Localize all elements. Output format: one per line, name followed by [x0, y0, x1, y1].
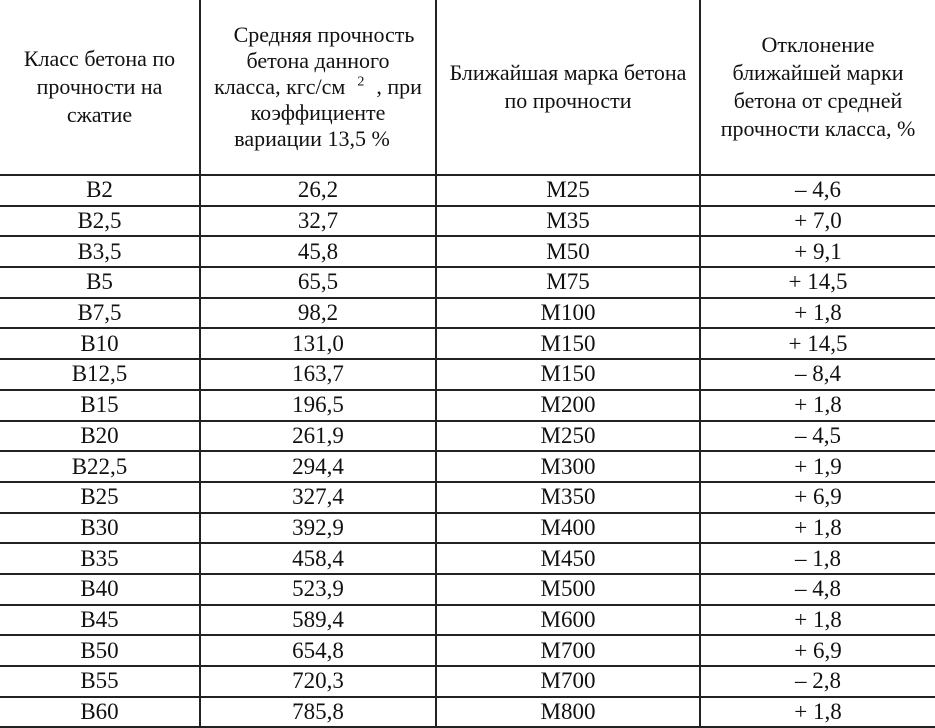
cell-nearest-grade: М450 — [436, 543, 700, 574]
cell-concrete-class: В15 — [0, 390, 200, 421]
cell-concrete-class: В2,5 — [0, 206, 200, 237]
cell-nearest-grade: М35 — [436, 206, 700, 237]
cell-average-strength: 261,9 — [200, 421, 436, 452]
cell-concrete-class: В20 — [0, 421, 200, 452]
cell-concrete-class: В55 — [0, 666, 200, 697]
cell-concrete-class: В25 — [0, 482, 200, 513]
table-row — [0, 267, 935, 298]
cell-deviation: + 6,9 — [700, 635, 935, 666]
cell-nearest-grade: М350 — [436, 482, 700, 513]
cell-concrete-class: В3,5 — [0, 236, 200, 267]
cell-deviation: + 1,8 — [700, 605, 935, 636]
cell-concrete-class: В45 — [0, 605, 200, 636]
cell-deviation: – 8,4 — [700, 359, 935, 390]
cell-average-strength: 131,0 — [200, 328, 436, 359]
cell-concrete-class: В50 — [0, 635, 200, 666]
cell-average-strength: 654,8 — [200, 635, 436, 666]
table-row — [0, 451, 935, 482]
cell-deviation: – 2,8 — [700, 666, 935, 697]
cell-deviation: – 4,5 — [700, 421, 935, 452]
cell-average-strength: 294,4 — [200, 451, 436, 482]
table-row — [0, 635, 935, 666]
cell-deviation: + 1,8 — [700, 390, 935, 421]
cell-average-strength: 163,7 — [200, 359, 436, 390]
table-row — [0, 605, 935, 636]
superscript-two: 2 — [357, 74, 365, 90]
cell-deviation: – 4,6 — [700, 175, 935, 206]
cell-nearest-grade: М800 — [436, 697, 700, 728]
cell-nearest-grade: М75 — [436, 267, 700, 298]
cell-average-strength: 26,2 — [200, 175, 436, 206]
cell-average-strength: 785,8 — [200, 697, 436, 728]
cell-average-strength: 458,4 — [200, 543, 436, 574]
table-row — [0, 543, 935, 574]
cell-concrete-class: В5 — [0, 267, 200, 298]
cell-concrete-class: В35 — [0, 543, 200, 574]
cell-deviation: + 1,8 — [700, 298, 935, 329]
cell-concrete-class: В30 — [0, 513, 200, 544]
cell-deviation: – 4,8 — [700, 574, 935, 605]
cell-nearest-grade: М600 — [436, 605, 700, 636]
header-concrete-class — [0, 0, 200, 175]
cell-average-strength: 45,8 — [200, 236, 436, 267]
table-row — [0, 574, 935, 605]
cell-concrete-class: В60 — [0, 697, 200, 728]
table-row — [0, 666, 935, 697]
header-nearest-grade-label: Ближайшая марка бетона по прочности — [449, 60, 687, 113]
cell-average-strength: 32,7 — [200, 206, 436, 237]
cell-average-strength: 523,9 — [200, 574, 436, 605]
cell-concrete-class: В10 — [0, 328, 200, 359]
cell-nearest-grade: М100 — [436, 298, 700, 329]
cell-deviation: + 7,0 — [700, 206, 935, 237]
table-row — [0, 359, 935, 390]
table-row — [0, 328, 935, 359]
cell-nearest-grade: М150 — [436, 359, 700, 390]
header-deviation-label: Отклонение ближайшей марки бетона от средней прочности класса, % — [720, 32, 916, 141]
cell-nearest-grade: М25 — [436, 175, 700, 206]
cell-deviation: + 14,5 — [700, 267, 935, 298]
table-row — [0, 175, 935, 206]
header-nearest-grade — [436, 0, 700, 175]
cell-deviation: + 1,9 — [700, 451, 935, 482]
table-row — [0, 390, 935, 421]
cell-concrete-class: В7,5 — [0, 298, 200, 329]
cell-concrete-class: В22,5 — [0, 451, 200, 482]
cell-deviation: + 1,8 — [700, 513, 935, 544]
cell-nearest-grade: М150 — [436, 328, 700, 359]
cell-average-strength: 720,3 — [200, 666, 436, 697]
cell-nearest-grade: М700 — [436, 666, 700, 697]
cell-deviation: + 1,8 — [700, 697, 935, 728]
cell-average-strength: 98,2 — [200, 298, 436, 329]
table-row — [0, 298, 935, 329]
header-deviation — [700, 0, 935, 175]
cell-nearest-grade: М500 — [436, 574, 700, 605]
cell-average-strength: 392,9 — [200, 513, 436, 544]
cell-deviation: + 9,1 — [700, 236, 935, 267]
cell-nearest-grade: М200 — [436, 390, 700, 421]
table-row — [0, 482, 935, 513]
table-row — [0, 513, 935, 544]
cell-nearest-grade: М50 — [436, 236, 700, 267]
header-row — [0, 0, 935, 175]
header-average-strength — [200, 0, 436, 175]
cell-concrete-class: В40 — [0, 574, 200, 605]
table-row — [0, 421, 935, 452]
table-row — [0, 206, 935, 237]
cell-deviation: + 14,5 — [700, 328, 935, 359]
table-row — [0, 236, 935, 267]
cell-average-strength: 196,5 — [200, 390, 436, 421]
cell-nearest-grade: М250 — [436, 421, 700, 452]
cell-average-strength: 589,4 — [200, 605, 436, 636]
cell-concrete-class: В2 — [0, 175, 200, 206]
cell-deviation: + 6,9 — [700, 482, 935, 513]
table-body — [0, 175, 935, 727]
cell-nearest-grade: М700 — [436, 635, 700, 666]
header-concrete-class-label: Класс бетона по прочности на сжатие — [23, 46, 176, 127]
cell-nearest-grade: М400 — [436, 513, 700, 544]
header-average-strength-label: Средняя прочность бетона данного класса, кгс/см $^2$ , при коэффициенте вариации 13,5 % — [214, 22, 422, 151]
cell-average-strength: 327,4 — [200, 482, 436, 513]
cell-deviation: – 1,8 — [700, 543, 935, 574]
cell-nearest-grade: М300 — [436, 451, 700, 482]
cell-average-strength: 65,5 — [200, 267, 436, 298]
cell-concrete-class: В12,5 — [0, 359, 200, 390]
